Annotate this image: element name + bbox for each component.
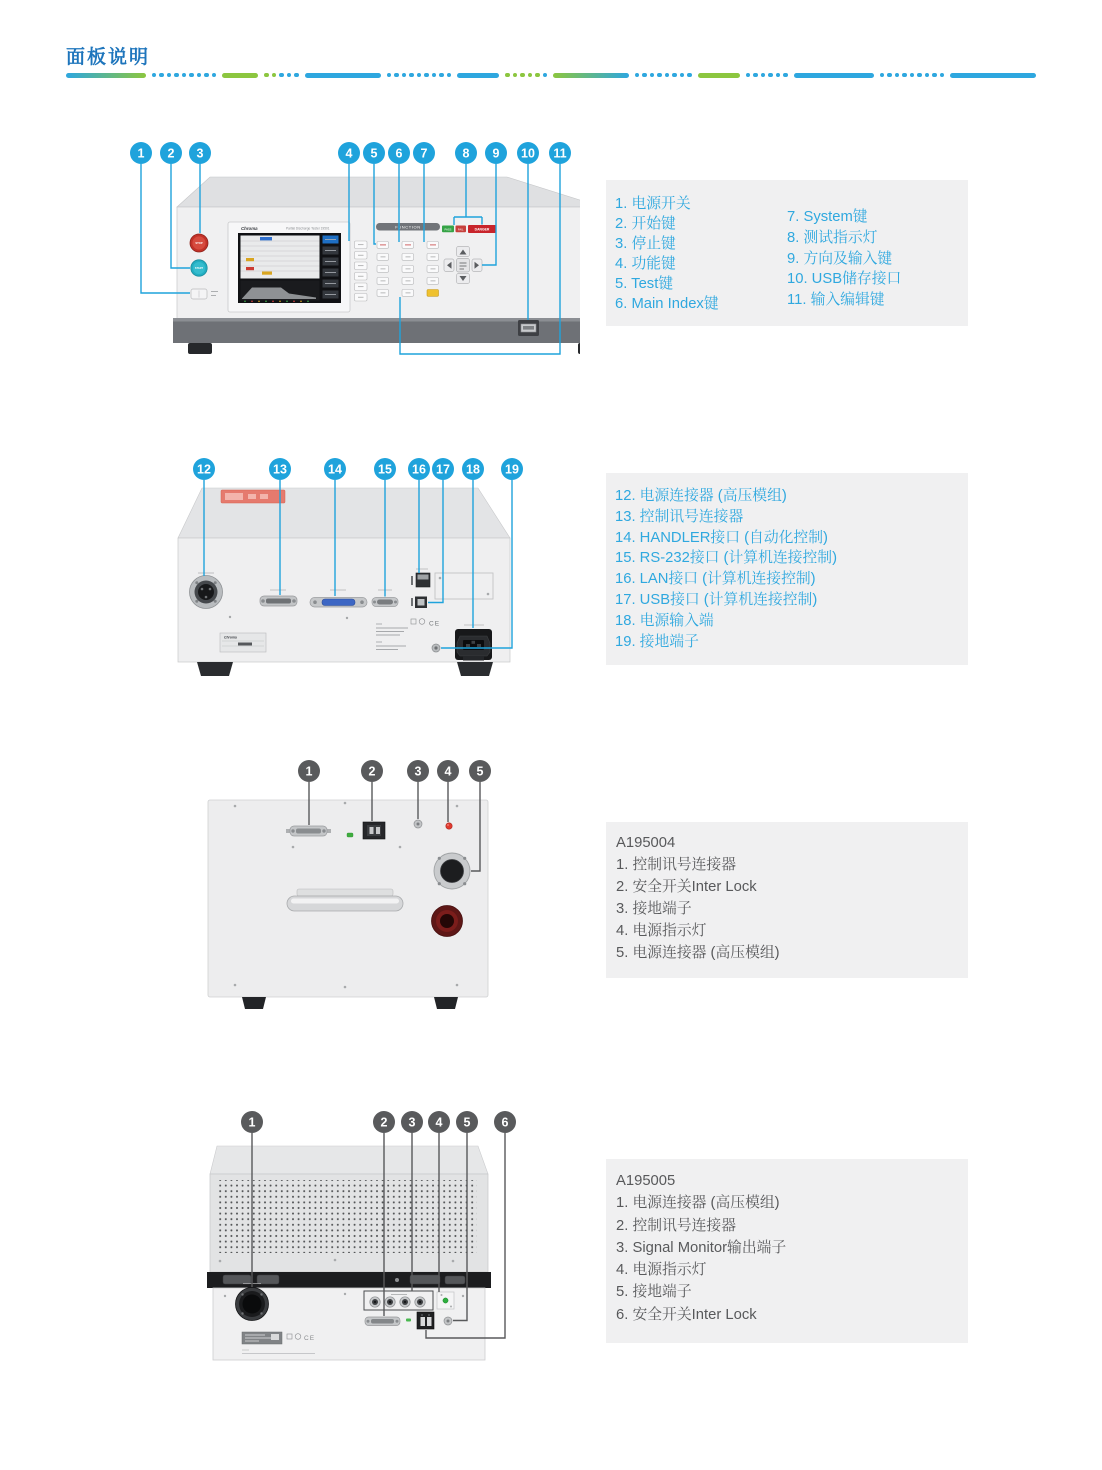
legend-title: A195004 [616,835,676,851]
callout-1 [298,760,320,782]
svg-text:STOP: STOP [195,242,203,246]
svg-text:10: 10 [521,146,535,161]
svg-text:4: 4 [345,146,353,161]
callout-4 [428,1111,450,1133]
legend-item: 9. 方向及输入键 [787,250,893,267]
enter-center-key [457,259,470,273]
legend-item: 14. HANDLER接口 (自动化控制) [615,529,828,546]
divider-dots [152,73,217,78]
callout-15 [374,458,396,480]
divider-bar [950,73,1036,78]
foot [578,343,580,354]
decorative-divider [66,72,1036,78]
power-led [446,823,452,829]
callout-10 [517,142,539,164]
legend-item: 7. System键 [787,209,868,225]
legend-rear-panel [606,473,968,665]
callout-4 [338,142,360,164]
legend-item: 4. 电源指示灯 [616,923,707,939]
divider-dots [264,73,299,78]
svg-text:9: 9 [492,146,500,161]
legend-item: 2. 安全开关Inter Lock [616,879,757,895]
ground-screw [414,820,422,828]
legend-item: 3. 接地端子 [616,901,692,917]
ground-screw [432,644,440,652]
signal-led [406,1319,411,1322]
callout-7 [413,142,435,164]
svg-text:DANGER: DANGER [474,227,490,232]
svg-text:1: 1 [305,764,313,779]
legend-item: 6. 安全开关Inter Lock [616,1306,757,1323]
callout-8 [455,142,477,164]
legend-column [787,207,901,311]
legend-item: 1. 控制讯号连接器 [616,857,737,873]
a195005-device [207,1146,491,1360]
front-panel-figure [110,140,580,370]
foot [242,997,266,1009]
svg-text:19: 19 [505,462,519,477]
legend-item: 3. Signal Monitor输出端子 [616,1239,787,1256]
svg-text:2: 2 [167,146,175,161]
svg-text:FUNCTION: FUNCTION [395,224,421,230]
interlock-terminal [417,1312,434,1329]
svg-text:PASS: PASS [444,228,452,232]
legend-item: 15. RS-232接口 (计算机连接控制) [615,550,837,567]
foot [188,343,212,354]
divider-bar [305,73,381,78]
divider-dots [880,73,945,78]
legend-item: 13. 控制讯号连接器 [615,508,744,525]
front-panel-device [173,177,580,354]
callout-4 [437,760,459,782]
enter-key [427,290,439,297]
a195004-device [208,800,488,1009]
divider-dots [505,73,547,78]
module-a195004-figure [190,758,500,1016]
svg-text:1: 1 [248,1115,256,1130]
usb-port [518,320,539,336]
divider-dots [746,73,788,78]
page-title: 面板说明 [66,47,151,68]
legend-item: 5. 接地端子 [616,1284,692,1301]
legend-item: 4. 电源指示灯 [616,1262,707,1279]
callout-1 [130,142,152,164]
svg-text:5: 5 [463,1115,471,1130]
rear-panel-figure [150,440,530,690]
svg-text:3: 3 [408,1115,416,1130]
legend-a195005 [606,1159,968,1343]
callout-16 [408,458,430,480]
svg-text:CE: CE [429,620,441,628]
svg-text:2: 2 [368,764,376,779]
legend-item: 5. Test键 [615,276,674,292]
svg-text:2: 2 [380,1115,388,1130]
start-button [191,260,207,276]
vent-grille [217,1180,477,1253]
display-screen [228,222,350,312]
divider-bar [457,73,499,78]
svg-text:12: 12 [197,462,211,477]
svg-text:4: 4 [435,1115,443,1130]
callout-3 [401,1111,423,1133]
svg-text:17: 17 [436,462,450,477]
foot [457,662,493,676]
function-label [376,223,440,231]
legend-item: 12. 电源连接器 (高压模组) [615,488,787,504]
svg-text:16: 16 [412,462,426,477]
legend-item: 10. USB储存接口 [787,271,902,288]
brand-logo: Chroma [241,226,258,231]
callout-2 [361,760,383,782]
divider-dots [387,73,452,78]
callout-19 [501,458,523,480]
svg-text:3: 3 [196,146,204,161]
legend-front-panel [606,180,968,326]
svg-text:11: 11 [553,146,567,161]
ac-inlet [455,625,492,661]
legend-a195004 [606,822,968,978]
legend-item: 11. 输入编辑键 [787,292,885,309]
model-title: Partial Discharge Tester 19501 [286,226,330,231]
callout-9 [485,142,507,164]
svg-text:18: 18 [466,462,480,477]
legend-item: 5. 电源连接器 (高压模组) [616,945,780,961]
legend-item: 16. LAN接口 (计算机连接控制) [615,571,816,588]
callout-3 [407,760,429,782]
legend-item: 19. 接地端子 [615,633,699,650]
callout-18 [462,458,484,480]
callout-13 [269,458,291,480]
callout-5 [456,1111,478,1133]
svg-text:CE: CE [304,1335,316,1342]
callout-6 [388,142,410,164]
legend-item: 8. 测试指示灯 [787,229,878,246]
stop-button [190,234,208,252]
svg-text:6: 6 [395,146,403,161]
callout-12 [193,458,215,480]
svg-text:3: 3 [414,764,422,779]
legend-item: 17. USB接口 (计算机连接控制) [615,591,818,608]
interlock-connector [363,822,385,839]
svg-text:6: 6 [501,1115,509,1130]
callout-3 [189,142,211,164]
callout-17 [432,458,454,480]
legend-item: 2. 开始键 [615,216,676,232]
callout-2 [373,1111,395,1133]
svg-text:13: 13 [273,462,287,477]
warning-label [221,490,285,503]
svg-text:1: 1 [137,146,145,161]
svg-text:Chroma: Chroma [224,635,237,640]
svg-text:FAIL: FAIL [457,228,464,232]
module-a195005-figure [195,1110,520,1365]
svg-text:START: START [194,267,204,271]
divider-bar [553,73,629,78]
svg-text:5: 5 [476,764,484,779]
callout-11 [549,142,571,164]
callout-6 [494,1111,516,1133]
svg-text:14: 14 [328,462,342,477]
legend-item: 1. 电源连接器 (高压模组) [616,1195,780,1212]
callout-5 [363,142,385,164]
legend-item: 1. 电源开关 [615,196,691,212]
handle [287,889,403,911]
callout-2 [160,142,182,164]
foot [434,997,458,1009]
svg-text:15: 15 [378,462,392,477]
svg-text:4: 4 [444,764,452,779]
legend-item: 4. 功能键 [615,256,676,272]
callout-14 [324,458,346,480]
legend-item: 6. Main Index键 [615,296,719,312]
green-led [347,833,353,837]
legend-item: 2. 控制讯号连接器 [616,1217,737,1234]
callout-5 [469,760,491,782]
divider-dots [635,73,692,78]
hv-power-connector [434,853,470,889]
svg-text:7: 7 [420,146,428,161]
chassis-gap [207,1272,491,1288]
foot [197,662,233,676]
callout-1 [241,1111,263,1133]
divider-bar [222,73,258,78]
nameplate [220,633,266,652]
divider-bar [794,73,874,78]
legend-item: 3. 停止键 [615,236,676,252]
indicator-lights [442,225,496,233]
svg-text:8: 8 [462,146,470,161]
legend-item: 18. 电源输入端 [615,612,714,629]
divider-bar [698,73,740,78]
hv-output-connector [432,906,463,937]
control-signal-connector [286,826,331,836]
divider-bar [66,73,146,78]
power-led [437,1292,454,1309]
svg-text:5: 5 [370,146,378,161]
ground-screw [444,1317,452,1325]
legend-title: A195005 [616,1173,676,1189]
